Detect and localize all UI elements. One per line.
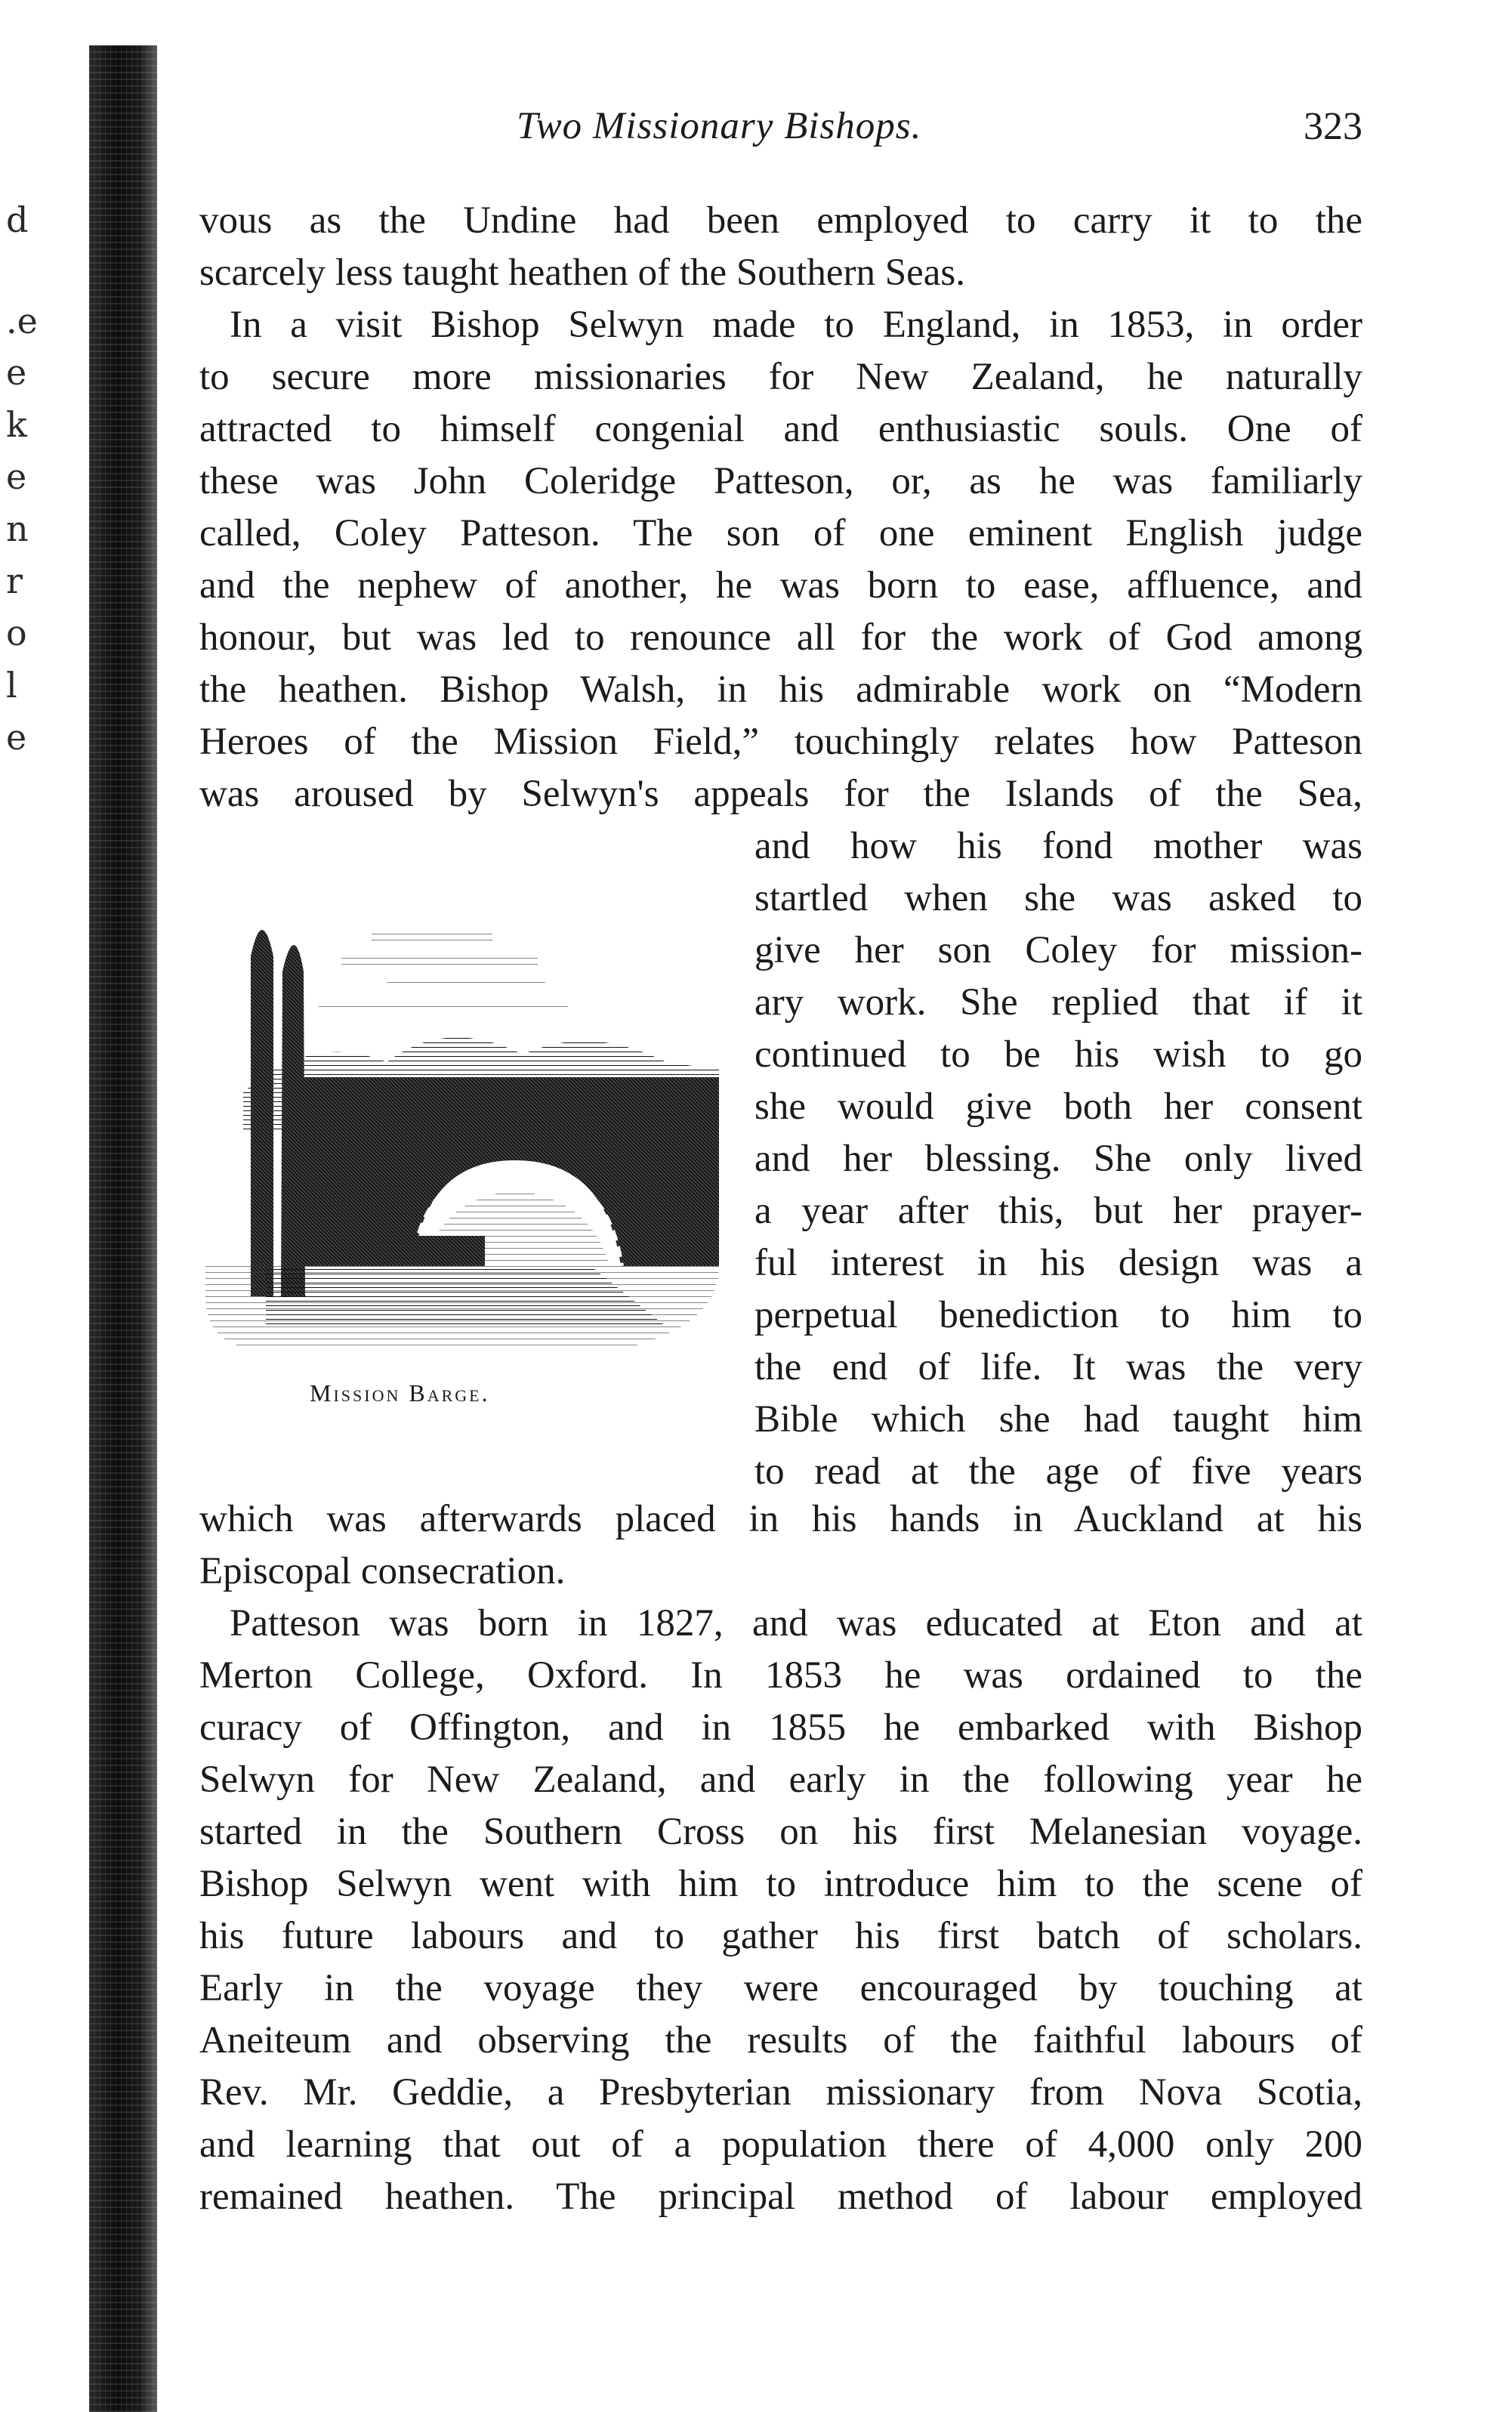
text-line: ary work. She replied that if it bbox=[754, 981, 1362, 1024]
text-line: to secure more missionaries for New Zealand, he naturally bbox=[199, 356, 1362, 398]
margin-letter: l bbox=[6, 665, 17, 706]
text-line: called, Coley Patteson. The son of one eminent English judge bbox=[199, 512, 1362, 554]
text-line: she would give both her consent bbox=[754, 1086, 1362, 1128]
mission-barge-illustration bbox=[198, 843, 727, 1357]
text-line: Early in the voyage they were encouraged by touching at bbox=[199, 1967, 1362, 2009]
text-line: perpetual benediction to him to bbox=[754, 1294, 1362, 1336]
text-line: started in the Southern Cross on his first Melanesian voyage. bbox=[199, 1811, 1362, 1853]
margin-letter: k bbox=[6, 404, 27, 445]
text-line: and her blessing. She only lived bbox=[754, 1138, 1362, 1180]
text-line: and learning that out of a population there of 4,000 only 200 bbox=[199, 2123, 1362, 2166]
text-line: Aneiteum and observing the results of the faithful labours of bbox=[199, 2019, 1362, 2061]
text-line: Selwyn for New Zealand, and early in the following year he bbox=[199, 1759, 1362, 1801]
text-line: Bishop Selwyn went with him to introduce him to the scene of bbox=[199, 1863, 1362, 1905]
paragraph-4 bbox=[199, 1598, 1362, 2223]
text-line: Episcopal consecration. bbox=[199, 1550, 566, 1592]
text-line: and the nephew of another, he was born to ease, affluence, and bbox=[199, 564, 1362, 607]
text-line: vous as the Undine had been employed to carry it to the bbox=[199, 199, 1362, 242]
page-number: 323 bbox=[1304, 105, 1362, 148]
margin-letter: .e bbox=[6, 301, 38, 341]
text-line: his future labours and to gather his first batch of scholars. bbox=[199, 1915, 1362, 1957]
text-line: remained heathen. The principal method of labour employed bbox=[199, 2176, 1362, 2218]
adjacent-page-margin bbox=[0, 0, 45, 982]
text-line: Bible which she had taught him bbox=[754, 1398, 1362, 1441]
paragraph-3-continued bbox=[199, 1493, 1362, 1598]
text-line: In a visit Bishop Selwyn made to England, in 1853, in order bbox=[230, 304, 1362, 346]
margin-letter: d bbox=[6, 199, 29, 240]
text-line: startled when she was asked to bbox=[754, 877, 1362, 919]
text-line: continued to be his wish to go bbox=[754, 1033, 1362, 1076]
illustration-caption: Mission Barge. bbox=[310, 1379, 490, 1407]
text-line: which was afterwards placed in his hands in Auckland at his bbox=[199, 1498, 1362, 1540]
text-line: Rev. Mr. Geddie, a Presbyterian missionary from Nova Scotia, bbox=[199, 2071, 1362, 2114]
text-line: Heroes of the Mission Field,” touchingly relates how Patteson bbox=[199, 721, 1362, 763]
paragraph-1 bbox=[199, 195, 1362, 299]
margin-letter: n bbox=[6, 508, 29, 549]
text-line: to read at the age of five years bbox=[754, 1450, 1362, 1493]
text-line: Patteson was born in 1827, and was educated at Eton and at bbox=[230, 1602, 1362, 1645]
margin-letter: r bbox=[6, 561, 23, 601]
text-line: ful interest in his design was a bbox=[754, 1242, 1362, 1284]
margin-letter: e bbox=[6, 352, 27, 393]
page-header bbox=[199, 104, 1362, 157]
text-line: scarcely less taught heathen of the Southern Seas. bbox=[199, 252, 966, 294]
text-line: and how his fond mother was bbox=[754, 825, 1362, 867]
text-line: a year after this, but her prayer- bbox=[754, 1190, 1362, 1232]
running-title: Two Missionary Bishops. bbox=[517, 105, 922, 147]
text-line: Merton College, Oxford. In 1853 he was ordained to the bbox=[199, 1654, 1362, 1697]
text-line: give her son Coley for mission- bbox=[754, 929, 1362, 971]
text-line: was aroused by Selwyn's appeals for the Islands of the Sea, bbox=[199, 773, 1362, 815]
margin-letter: e bbox=[6, 717, 27, 758]
margin-letter: o bbox=[6, 613, 27, 653]
text-line: honour, but was led to renounce all for the work of God among bbox=[199, 616, 1362, 659]
text-line: attracted to himself congenial and enthusiastic souls. One of bbox=[199, 408, 1362, 450]
paragraph-2 bbox=[199, 299, 1362, 820]
margin-letter: e bbox=[6, 456, 27, 497]
text-line: the end of life. It was the very bbox=[754, 1346, 1362, 1388]
text-line: curacy of Offington, and in 1855 he embarked with Bishop bbox=[199, 1706, 1362, 1749]
text-line: these was John Coleridge Patteson, or, as he was familiarly bbox=[199, 460, 1362, 502]
text-line: the heathen. Bishop Walsh, in his admirable work on “Modern bbox=[199, 669, 1362, 711]
book-binding-strip bbox=[89, 45, 157, 2412]
